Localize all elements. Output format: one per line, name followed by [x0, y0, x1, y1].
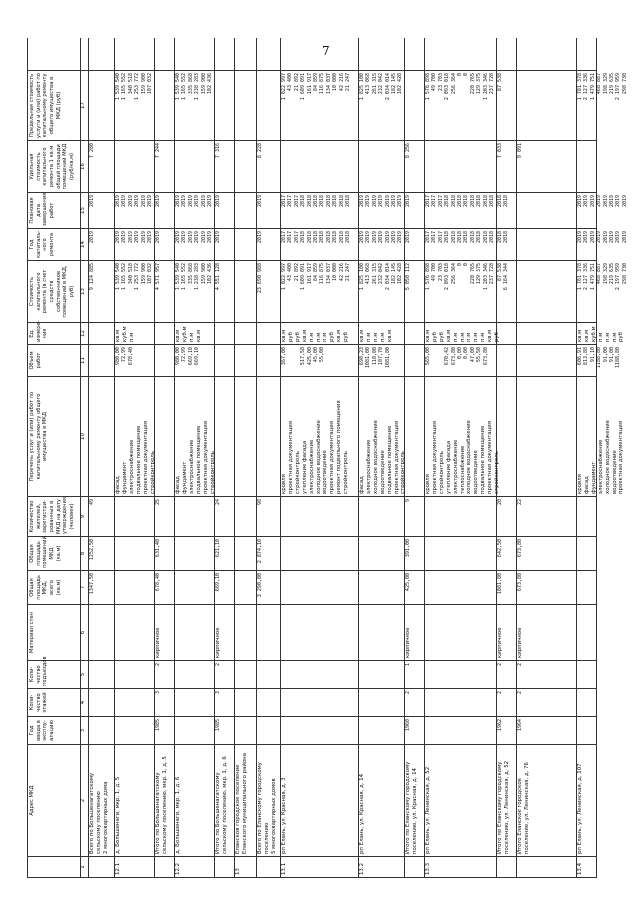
- cell-col-12: [404, 322, 424, 344]
- cell-col-14: 2019: [404, 228, 424, 260]
- cell-col-5: [174, 660, 214, 688]
- cell-col-2: рп Елань, ул. Красная, д. 3: [280, 744, 358, 856]
- table-row: [214, 38, 235, 878]
- cell-col-16: 8 228: [256, 140, 280, 192]
- cell-col-12: [214, 322, 234, 344]
- cell-col-6: [280, 604, 358, 660]
- cell-col-15: 2019: [214, 192, 234, 228]
- cell-col-17: 1 539 540 1 165 552 335 868 1 238 283 159 900 102 436: [174, 70, 214, 140]
- cell-col-15: [516, 192, 576, 228]
- cell-col-6: кирпичное: [404, 604, 424, 660]
- cell-col-5: 5: [79, 660, 88, 688]
- cell-col-16: Удельная стоимость капитального ремонта 1 кв.м общей площади помещений МКД (руб/кв.м): [28, 140, 80, 192]
- cell-col-2: Адрес МКД: [28, 744, 80, 856]
- cell-col-17: [214, 70, 234, 140]
- cell-col-9: [424, 496, 496, 536]
- cell-col-13: 13: [79, 260, 88, 322]
- cell-col-3: [88, 716, 114, 744]
- cell-col-7: [280, 570, 358, 604]
- cell-col-15: 2017 2017 2017 2018 2018 2018 2018 2018 2018 2018 2018: [424, 192, 496, 228]
- cell-col-13: 1 781 378 2 127 336 1 479 751 468 887 198 329 219 635 2 197 959 298 730: [576, 260, 596, 322]
- cell-col-2: Итого Еланское городское поселение, ул. Ленинская, д. 76: [516, 744, 576, 856]
- cell-col-16: 9 091: [516, 140, 576, 192]
- cell-col-3: [576, 716, 596, 744]
- table-row: [516, 38, 577, 878]
- cell-col-6: [234, 604, 256, 660]
- cell-col-4: [256, 688, 280, 716]
- cell-col-10: кровля проектная документация стройконтроль утепление фасада электроснабжение теплоснабжение холодное водоснабжение водоотведение подвальное помещение проектная документация стройконтроль: [424, 376, 496, 496]
- cell-col-11: 565,00 670,42 673,80 0,00 0,00 47,00 55,50 673,80: [424, 344, 496, 376]
- cell-col-5: [358, 660, 404, 688]
- cell-col-7: 1347,50: [88, 570, 114, 604]
- cell-col-17: [404, 70, 424, 140]
- cell-col-2: Всего по Еланскому городскому поселению 5 многоквартирных домов: [256, 744, 280, 856]
- cell-col-15: 2019: [88, 192, 114, 228]
- cell-col-10: кровля проектная документация стройконтроль утепление фасада электроснабжение холодное водоснабжение водоотведение проектная документация ремонт подвального помещения стройконтроль: [280, 376, 358, 496]
- cell-col-9: 49: [88, 496, 114, 536]
- cell-col-5: [280, 660, 358, 688]
- cell-col-11: [516, 344, 576, 376]
- cell-col-13: [516, 260, 576, 322]
- cell-col-1: 13.3: [424, 856, 496, 878]
- cell-col-16: [114, 140, 154, 192]
- cell-col-4: Коли-чество этажей: [28, 688, 80, 716]
- cell-col-9: [280, 496, 358, 536]
- cell-col-4: 3: [154, 688, 174, 716]
- table-row: [404, 38, 425, 878]
- cell-col-6: кирпичное: [214, 604, 234, 660]
- cell-col-4: [576, 688, 596, 716]
- table-row: [256, 38, 281, 878]
- cell-col-7: 7: [79, 570, 88, 604]
- cell-col-11: Объем работ: [28, 344, 80, 376]
- cell-col-10: [214, 376, 234, 496]
- cell-col-8: 642,50: [496, 536, 516, 570]
- cell-col-4: [424, 688, 496, 716]
- cell-col-1: [256, 856, 280, 878]
- cell-col-17: 1 576 898 49 700 23 703 2 093 018 256 364 0 0 220 765 129 375 1 203 346 237 728: [424, 70, 496, 140]
- cell-col-17: [256, 70, 280, 140]
- cell-col-12: [496, 322, 516, 344]
- cell-col-8: 673,80: [516, 536, 576, 570]
- cell-col-13: 5 050 112: [404, 260, 424, 322]
- cell-col-4: 3: [214, 688, 234, 716]
- cell-col-16: 7 244: [154, 140, 174, 192]
- cell-col-3: [358, 716, 404, 744]
- cell-col-10: фасад электроснабжение холодное водоснабжение водоотведение подвальное помещение проектная документация стройконтроль: [358, 376, 404, 496]
- cell-col-8: 8: [79, 536, 88, 570]
- cell-col-10: Перечень услуг и (или) работ по капитальному ремонту общего имущества в МКД: [28, 376, 80, 496]
- cell-col-14: 2019: [88, 228, 114, 260]
- cell-col-9: [576, 496, 596, 536]
- cell-col-17: 17: [79, 70, 88, 140]
- cell-col-2: рп Елань, ул. Красная, д. 14: [358, 744, 404, 856]
- cell-col-14: 2019: [256, 228, 280, 260]
- cell-col-11: [154, 344, 174, 376]
- cell-col-15: [234, 192, 256, 228]
- rotated-table: [27, 38, 628, 878]
- cell-col-1: [154, 856, 174, 878]
- cell-col-1: 1: [79, 856, 88, 878]
- cell-col-15: 15: [79, 192, 88, 228]
- cell-col-10: фасад фундамент электроснабжение подвальное помещение проектная документация стройконтроль: [174, 376, 214, 496]
- cell-col-4: [114, 688, 154, 716]
- cell-col-7: Общая площадь МКД, всего (кв.м): [28, 570, 80, 604]
- cell-col-17: [516, 70, 576, 140]
- cell-col-7: 1081,80: [496, 570, 516, 604]
- cell-col-14: 2019 2019 2019 2019 2019 2019: [174, 228, 214, 260]
- cell-col-3: 1985: [154, 716, 174, 744]
- cell-col-9: [174, 496, 214, 536]
- cell-col-8: [358, 536, 404, 570]
- cell-col-7: 425,00: [404, 570, 424, 604]
- cell-col-6: [358, 604, 404, 660]
- cell-col-7: 3 290,00: [256, 570, 280, 604]
- cell-col-8: Общая площадь помещений МКД (кв.м): [28, 536, 80, 570]
- cell-col-6: кирпичное: [154, 604, 174, 660]
- cell-col-12: кв.м кв.м куб.м п.м п.м п.м руб: [576, 322, 596, 344]
- cell-col-12: [256, 322, 280, 344]
- cell-col-7: [174, 570, 214, 604]
- cell-col-3: [424, 716, 496, 744]
- cell-col-6: кирпичное: [516, 604, 576, 660]
- cell-col-8: [114, 536, 154, 570]
- cell-col-10: фасад фундамент электроснабжение подвальное помещение проектная документация стройконтроль: [114, 376, 154, 496]
- cell-col-12: кв.м п.м п.м п.м кв.м: [358, 322, 404, 344]
- cell-col-9: 25: [154, 496, 174, 536]
- cell-col-15: 2019: [256, 192, 280, 228]
- cell-col-15: 2017 2017 2017 2018 2018 2018 2018 2018 2018 2018 2018: [280, 192, 358, 228]
- table-row: [174, 38, 215, 878]
- cell-col-7: [576, 570, 596, 604]
- cell-col-15: 2019: [404, 192, 424, 228]
- cell-col-6: [424, 604, 496, 660]
- cell-col-15: 2019 2019 2019 2019 2019 2019 2019: [358, 192, 404, 228]
- cell-col-11: 11: [79, 344, 88, 376]
- cell-col-13: Стоимость капитального ремонта (в счет средств собственников помещений в МКД, руб): [28, 260, 80, 322]
- page-number: 7: [322, 44, 330, 58]
- cell-col-8: 621,10: [214, 536, 234, 570]
- cell-col-14: 2017 2017 2017 2018 2018 2018 2018 2018 2018 2018 2018: [424, 228, 496, 260]
- cell-col-17: [88, 70, 114, 140]
- cell-col-7: 669,10: [214, 570, 234, 604]
- cell-col-13: 1 022 997 43 400 21 892 1 609 091 161 917 84 859 116 875 134 037 10 000 42 216 21 247: [280, 260, 358, 322]
- cell-col-16: [358, 140, 404, 192]
- cell-col-17: [154, 70, 174, 140]
- cell-col-1: 13.4: [576, 856, 596, 878]
- cell-col-5: 1: [404, 660, 424, 688]
- cell-col-9: Количество жителей, зарегистри-рованных в МКД на дату утверждения (человек): [28, 496, 80, 536]
- cell-col-16: 7 033: [496, 140, 516, 192]
- cell-col-9: [234, 496, 256, 536]
- cell-col-9: 24: [214, 496, 234, 536]
- cell-col-11: 698,23 1081,00 110,00 107,70 1081,80: [358, 344, 404, 376]
- cell-col-15: 2019 2019 2019 2019 2019 2019 2019 2019: [576, 192, 596, 228]
- cell-col-12: кв.м куб.м п.м кв.м: [174, 322, 214, 344]
- cell-col-13: 4 571 957: [154, 260, 174, 322]
- cell-col-4: [88, 688, 114, 716]
- cell-col-15: Плановая дата завершения работ: [28, 192, 80, 228]
- cell-col-3: 3: [79, 716, 88, 744]
- cell-col-3: Год ввода в эксплу-атацию: [28, 716, 80, 744]
- cell-col-16: 7 316: [214, 140, 234, 192]
- cell-col-10: 10: [79, 376, 88, 496]
- cell-col-10: [88, 376, 114, 496]
- cell-col-4: 2: [516, 688, 576, 716]
- cell-col-4: [280, 688, 358, 716]
- cell-col-10: [404, 376, 424, 496]
- cell-col-5: [88, 660, 114, 688]
- cell-col-1: 13.2: [358, 856, 404, 878]
- table-row: [280, 38, 359, 878]
- table-row: [576, 38, 628, 878]
- cell-col-3: 1962: [496, 716, 516, 744]
- cell-col-1: [496, 856, 516, 878]
- cell-col-1: 12.2: [174, 856, 214, 878]
- cell-col-9: 22: [516, 496, 576, 536]
- cell-col-8: 631,40: [154, 536, 174, 570]
- cell-col-7: [358, 570, 404, 604]
- cell-col-13: 1 576 898 49 700 23 703 2 093 018 256 364 0 0 220 765 129 375 1 203 346 237 728: [424, 260, 496, 322]
- cell-col-5: [576, 660, 596, 688]
- cell-col-4: [234, 688, 256, 716]
- cell-col-2: Елансков городское поселение Еланского муниципального района: [234, 744, 256, 856]
- cell-col-12: [88, 322, 114, 344]
- cell-col-15: 2019: [154, 192, 174, 228]
- cell-col-5: 2: [496, 660, 516, 688]
- cell-col-14: [234, 228, 256, 260]
- cell-col-16: 8 256: [404, 140, 424, 192]
- cell-col-16: 16: [79, 140, 88, 192]
- cell-col-9: [114, 496, 154, 536]
- cell-col-10: [234, 376, 256, 496]
- cell-col-10: кровля фасад фундамент электроснабжение холодное водоснабжение водоотведение проектная документация: [576, 376, 596, 496]
- cell-col-11: [496, 344, 516, 376]
- cell-col-17: 1 825 100 413 068 261 315 232 042 2 034 014 182 145 102 428: [358, 70, 404, 140]
- cell-col-11: [256, 344, 280, 376]
- cell-col-3: [234, 716, 256, 744]
- cell-col-14: 2019 2019 2019 2019 2019 2019 2019 2019: [576, 228, 596, 260]
- cell-col-6: 6: [79, 604, 88, 660]
- cell-col-14: 2017 2017 2017 2018 2018 2018 2018 2018 2018 2018 2018: [280, 228, 358, 260]
- cell-col-8: 1252,50: [88, 536, 114, 570]
- cell-col-13: 87 538 6 164 344: [496, 260, 516, 322]
- cell-col-17: 1 022 997 43 400 21 892 1 609 091 161 917 84 859 116 875 134 037 10 000 42 216 21 247: [280, 70, 358, 140]
- cell-col-17: [234, 70, 256, 140]
- cell-col-12: 12: [79, 322, 88, 344]
- cell-col-12: Ед. измере-ния: [28, 322, 80, 344]
- cell-col-6: [174, 604, 214, 660]
- cell-col-3: [280, 716, 358, 744]
- cell-col-4: [174, 688, 214, 716]
- cell-col-2: Итого по Еланскому городскому поселению, ул. Красная, д. 14: [404, 744, 424, 856]
- cell-col-11: [234, 344, 256, 376]
- cell-col-9: [358, 496, 404, 536]
- cell-col-12: кв.м руб руб кв.м п.м п.м п.м п.м п.м кв.м руб: [424, 322, 496, 344]
- table-row: [234, 38, 257, 878]
- cell-col-6: Материал стен: [28, 604, 80, 660]
- cell-col-12: [516, 322, 576, 344]
- cell-col-14: 14: [79, 228, 88, 260]
- cell-col-17: 1 781 378 2 127 336 1 479 751 468 887 198 329 219 635 2 197 959 298 730: [576, 70, 596, 140]
- cell-col-9: 20: [496, 496, 516, 536]
- cell-col-10: [496, 376, 516, 496]
- cell-col-15: 2019 2019 2019 2019 2019 2019: [114, 192, 154, 228]
- cell-col-4: [358, 688, 404, 716]
- cell-col-1: [404, 856, 424, 878]
- cell-col-4: 2: [404, 688, 424, 716]
- cell-col-1: 13: [234, 856, 256, 878]
- cell-col-1: [28, 856, 80, 878]
- cell-col-16: [280, 140, 358, 192]
- cell-col-11: [214, 344, 234, 376]
- cell-col-5: [114, 660, 154, 688]
- cell-col-5: 2: [516, 660, 576, 688]
- cell-col-8: 391,00: [404, 536, 424, 570]
- cell-col-5: [424, 660, 496, 688]
- cell-col-14: 2019: [154, 228, 174, 260]
- cell-col-14: 2018 2018: [496, 228, 516, 260]
- cell-col-14: 2019 2019 2019 2019 2019 2019 2019: [358, 228, 404, 260]
- cell-col-9: 9: [79, 496, 88, 536]
- cell-col-2: рп Елань, ул. Ленинская, д. 107: [576, 744, 596, 856]
- cell-col-17: 87 538: [496, 70, 516, 140]
- cell-col-2: Всего по Большенагатскому сельскому поселению 2 многоквартирных дома: [88, 744, 114, 856]
- cell-col-11: 367,00 517,58 425,00 45,00 55,00: [280, 344, 358, 376]
- cell-col-1: 12.1: [114, 856, 154, 878]
- cell-col-6: [576, 604, 596, 660]
- cell-col-1: [88, 856, 114, 878]
- cell-col-13: 9 124 885: [88, 260, 114, 322]
- cell-col-12: кв.м руб руб кв.м п.м п.м п.м руб кв.м руб: [280, 322, 358, 344]
- cell-col-16: [234, 140, 256, 192]
- cell-col-5: 2: [154, 660, 174, 688]
- cell-col-9: 98: [256, 496, 280, 536]
- cell-col-13: 1 825 100 413 068 261 315 232 042 2 034 014 182 145 102 428: [358, 260, 404, 322]
- cell-col-12: [154, 322, 174, 344]
- cell-col-3: 1960: [404, 716, 424, 744]
- table-row: [496, 38, 517, 878]
- cell-col-15: 2019 2019 2019 2019 2019 2019: [174, 192, 214, 228]
- cell-col-8: [234, 536, 256, 570]
- cell-col-12: кв.м куб.м п.м: [114, 322, 154, 344]
- cell-col-2: Итого по Большенагатскому сельскому поселению, мкр. 1, д. 5: [154, 744, 174, 856]
- cell-col-7: [234, 570, 256, 604]
- cell-col-3: 1985: [214, 716, 234, 744]
- cell-col-7: 678,40: [154, 570, 174, 604]
- cell-col-15: 2018 2018: [496, 192, 516, 228]
- cell-col-7: 673,80: [516, 570, 576, 604]
- cell-col-8: [576, 536, 596, 570]
- cell-col-6: [256, 604, 280, 660]
- cell-col-5: Коли-чество подъездов: [28, 660, 80, 688]
- cell-col-10: [256, 376, 280, 496]
- cell-col-5: [234, 660, 256, 688]
- cell-col-3: [114, 716, 154, 744]
- cell-col-16: [576, 140, 596, 192]
- cell-col-6: кирпичное: [496, 604, 516, 660]
- cell-col-7: [424, 570, 496, 604]
- cell-col-3: 1964: [516, 716, 576, 744]
- cell-col-17: 1 539 540 1 165 552 340 518 1 253 772 159 900 107 032: [114, 70, 154, 140]
- cell-col-6: [88, 604, 114, 660]
- cell-col-11: [404, 344, 424, 376]
- cell-col-2: 2: [79, 744, 88, 856]
- cell-col-13: 23 690 988: [256, 260, 280, 322]
- cell-col-1: [516, 856, 576, 878]
- cell-col-7: [114, 570, 154, 604]
- cell-col-13: 4 551 128: [214, 260, 234, 322]
- cell-col-1: [214, 856, 234, 878]
- cell-col-10: [154, 376, 174, 496]
- cell-col-13: 1 539 540 1 165 552 340 518 1 253 772 159 900 107 032: [114, 260, 154, 322]
- cell-col-16: [424, 140, 496, 192]
- header-row: [27, 38, 81, 878]
- cell-col-5: 2: [214, 660, 234, 688]
- cell-col-3: [256, 716, 280, 744]
- table-row: [114, 38, 155, 878]
- cell-col-4: 2: [496, 688, 516, 716]
- cell-col-11: 980,00 72,99 678,40: [114, 344, 154, 376]
- cell-col-1: 13.1: [280, 856, 358, 878]
- cell-col-2: д. Большенаги, мкр. 1, д. 5: [114, 744, 154, 856]
- table-row: [154, 38, 175, 878]
- cell-col-12: [234, 322, 256, 344]
- cell-col-6: [114, 604, 154, 660]
- cell-col-8: [280, 536, 358, 570]
- cell-col-2: рп Елань, ул. Ленинская, д. 52: [424, 744, 496, 856]
- cell-col-13: [234, 260, 256, 322]
- cell-col-13: 1 539 540 1 165 552 335 868 1 238 283 159 900 102 436: [174, 260, 214, 322]
- cell-col-2: д. Большенаги, мкр. 1, д. 6: [174, 744, 214, 856]
- cell-col-14: 2019: [214, 228, 234, 260]
- cell-col-2: Итого по Большенагатскому сельскому поселению, мкр. 1, д. 6: [214, 744, 234, 856]
- cell-col-17: Предельная стоимость услуги и (или) работ по капитальному ремонту общего имущества в МКД (руб): [28, 70, 80, 140]
- cell-col-4: 4: [79, 688, 88, 716]
- cell-col-11: 980,00 72,99 669,10 669,10: [174, 344, 214, 376]
- cell-col-16: [174, 140, 214, 192]
- cell-col-11: [88, 344, 114, 376]
- cell-col-14: 2019 2019 2019 2019 2019 2019: [114, 228, 154, 260]
- table-row: [358, 38, 405, 878]
- cell-col-3: [174, 716, 214, 744]
- cell-col-14: Год капиталь-ного ремонта: [28, 228, 80, 260]
- cell-col-2: Итого по Еланскому городскому поселению, ул. Ленинская, д. 52: [496, 744, 516, 856]
- cell-col-8: [424, 536, 496, 570]
- cell-col-10: [516, 376, 576, 496]
- cell-col-8: [174, 536, 214, 570]
- cell-col-5: [256, 660, 280, 688]
- cell-col-8: 2 874,10: [256, 536, 280, 570]
- cell-col-9: 9: [404, 496, 424, 536]
- table-row: [88, 38, 115, 878]
- cell-col-16: 7 280: [88, 140, 114, 192]
- cell-col-11: 606,91 813,88 91,10 1188,80 91,00 91,00 1188,80: [576, 344, 596, 376]
- cell-col-14: [516, 228, 576, 260]
